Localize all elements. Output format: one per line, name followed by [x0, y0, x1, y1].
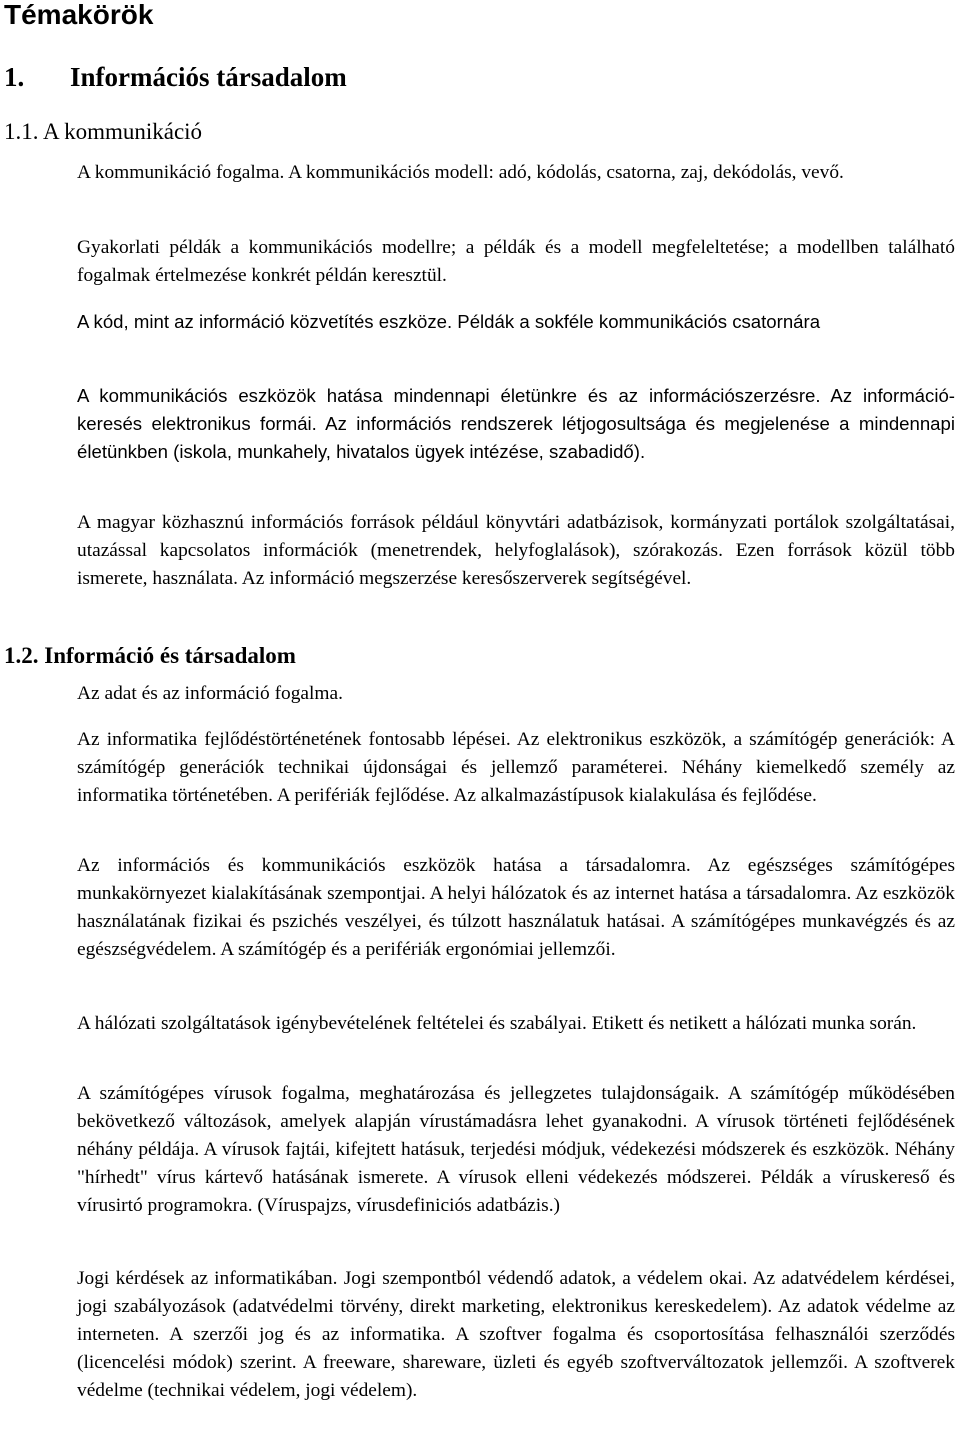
- paragraph-network-services: A hálózati szolgáltatások igénybevételének feltételei és szabályai. Etikett és netikett a hálózati munka során.: [77, 1013, 917, 1034]
- paragraph-communication-tools: A kommunikációs eszközök hatása mindennapi életünkre és az információszerzésre. Az információ-keresés elektronikus formái. Az információs rendszerek létjogosultsága és megjelenése a mindennapi életünkben (iskola, munkahely, hivatalos ügyek intézése, szabadidő).: [77, 385, 955, 462]
- paragraph-communication-concept: A kommunikáció fogalma. A kommunikációs modell: adó, kódolás, csatorna, zaj, dekódolás, vevő.: [77, 162, 844, 183]
- code-sentence: A kód, mint az információ közvetítés eszköze. Példák a sokféle kommunikációs csatornára: [77, 311, 821, 332]
- paragraph-it-history: Az informatika fejlődéstörténetének fontosabb lépései. Az elektronikus eszközök, a számítógép generációk: A számítógép generációk technikai újdonságai és jellemző paraméterei. Néhány kiemelkedő személy az informatika történetében. A perifériák fejlődése. Az alkalmazástípusok kialakulása és fejlődése.: [77, 729, 955, 806]
- paragraph-public-sources: A magyar közhasznú információs források például könyvtári adatbázisok, kormányzati portálok szolgáltatásai, utazással kapcsolatos információk (menetrendek, helyfoglalások), szórakozás. Ezen források közül több ismerete, használata. Az információ megszerzése keresőszerverek segítségével.: [77, 512, 955, 589]
- subsection-heading-1-2: 1.2. Információ és társadalom: [4, 643, 296, 668]
- section-heading-1: [4, 60, 347, 94]
- paragraph-viruses: A számítógépes vírusok fogalma, meghatározása és jellegzetes tulajdonságaik. A számítógép működésében bekövetkező változások, amelyek alapján vírustámadásra lehet gyanakodni. A vírusok történeti fejlődésének néhány példája. A vírusok fajtái, kifejtett hatásuk, terjedési módjuk, védekezési módszerek és eszközök. Néhány "hírhedt" vírus kártevő hatásának ismerete. A vírusok elleni védekezés módszerei. Példák a víruskereső és vírusirtó programokra. (Víruspajzs, vírusdefiniciós adatbázis.): [77, 1083, 955, 1216]
- section-number: 1.: [4, 62, 25, 92]
- subsection-heading-1-1: 1.1. A kommunikáció: [4, 119, 203, 144]
- page-title: Témakörök: [4, 0, 154, 30]
- paragraph-data-information: Az adat és az információ fogalma.: [77, 683, 343, 704]
- paragraph-practical-examples: Gyakorlati példák a kommunikációs modellre; a példák és a modell megfeleltetése; a modellben található fogalmak értelmezése konkrét példán keresztül.: [77, 237, 955, 286]
- section-title: Információs társadalom: [70, 62, 347, 92]
- paragraph-code: [77, 308, 955, 337]
- paragraph-legal: Jogi kérdések az informatikában. Jogi szempontból védendő adatok, a védelem okai. Az adatvédelem kérdései, jogi szabályozások (adatvédelmi törvény, direkt marketing, elektronikus kereskedelem). Az adatok védelme az interneten. A szerzői jog és az informatika. A szoftver fogalma és csoportosítása felhasználói szerződés (licencelési módok) szerint. A freeware, shareware, üzleti és egyéb szoftverváltozatok jellemzői. A szoftverek védelme (technikai védelem, jogi védelem).: [77, 1268, 955, 1401]
- paragraph-social-impact: Az információs és kommunikációs eszközök hatása a társadalomra. Az egészséges számítógépes munkakörnyezet kialakításának szempontjai. A helyi hálózatok és az internet hatása a társadalomra. Az eszközök használatának fizikai és pszichés veszélyei, és túlzott használatuk hatásai. A számítógépes munkavégzés és az egészségvédelem. A számítógép és a perifériák ergonómiai jellemzői.: [77, 855, 955, 960]
